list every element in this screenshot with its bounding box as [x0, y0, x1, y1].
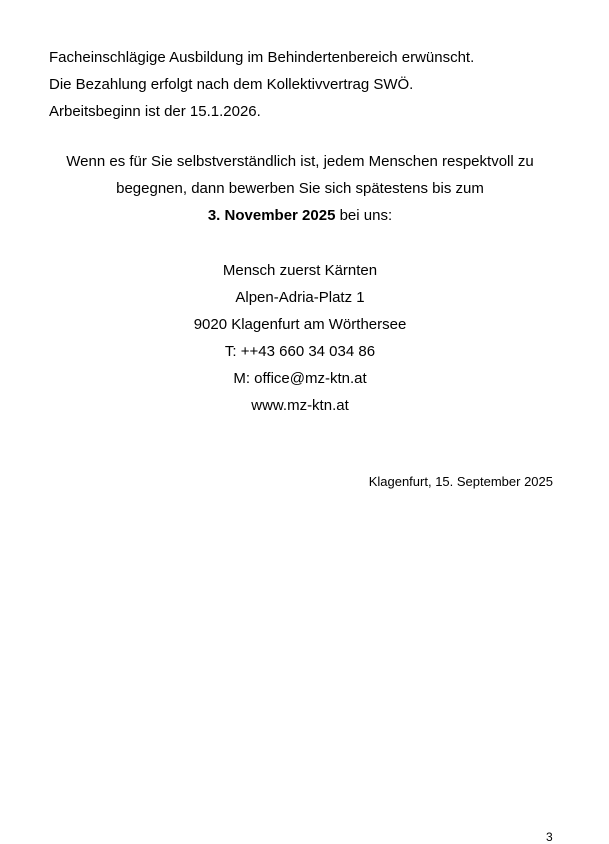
- contact-website: www.mz-ktn.at: [251, 397, 349, 414]
- contact-address: [0, 257, 600, 419]
- contact-email: M: office@mz-ktn.at: [233, 370, 367, 387]
- contact-city: 9020 Klagenfurt am Wörthersee: [193, 316, 407, 333]
- application-line-1: Wenn es für Sie selbstverständlich ist, jedem Menschen respektvoll zu: [66, 153, 534, 170]
- place-date: Klagenfurt, 15. September 2025: [368, 474, 553, 489]
- application-paragraph: [0, 148, 600, 229]
- application-deadline: 3. November 2025: [207, 207, 336, 224]
- page-number: 3: [546, 830, 553, 844]
- requirement-start-date: Arbeitsbeginn ist der 15.1.2026.: [49, 103, 261, 120]
- requirement-salary: Die Bezahlung erfolgt nach dem Kollektivvertrag SWÖ.: [49, 76, 414, 93]
- contact-phone: T: ++43 660 34 034 86: [224, 343, 376, 360]
- application-deadline-line: [0, 202, 600, 229]
- contact-street: Alpen-Adria-Platz 1: [235, 289, 365, 306]
- contact-organization: Mensch zuerst Kärnten: [222, 262, 378, 279]
- application-line-2: begegnen, dann bewerben Sie sich spätestens bis zum: [116, 180, 484, 197]
- requirements-paragraph: [49, 44, 569, 125]
- requirement-training: Facheinschlägige Ausbildung im Behindertenbereich erwünscht.: [49, 49, 475, 66]
- application-deadline-suffix: bei uns:: [335, 207, 393, 224]
